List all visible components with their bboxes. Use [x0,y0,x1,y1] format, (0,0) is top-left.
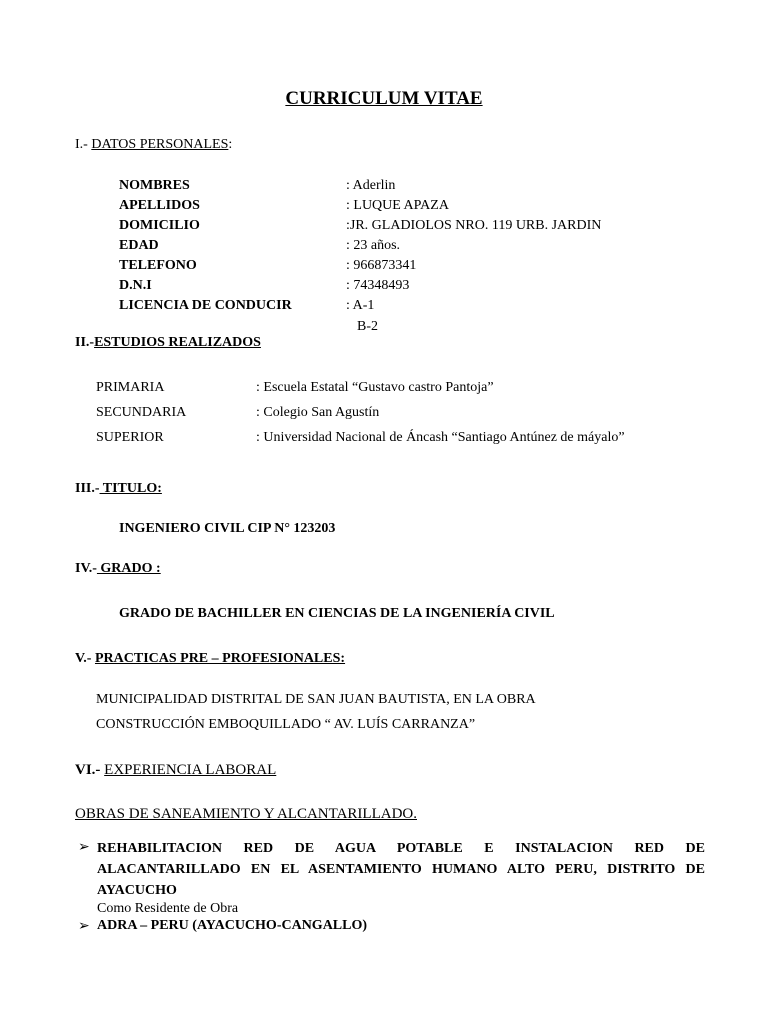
section-heading: TITULO: [99,481,162,496]
section-heading: DATOS PERSONALES [91,137,229,152]
field-value-domicilio: :JR. GLADIOLOS NRO. 119 URB. JARDIN [346,218,602,233]
field-value-nombres: : Aderlin [346,178,396,193]
practices-line-2: CONSTRUCCIÓN EMBOQUILLADO “ AV. LUÍS CARRANZA” [96,717,476,732]
section-experience-heading [75,762,276,779]
section-grade-heading [75,561,161,577]
field-label-apellidos: APELLIDOS [119,198,200,213]
study-label-superior: SUPERIOR [96,430,164,445]
work-item-2-text: ADRA – PERU (AYACUCHO-CANGALLO) [97,918,368,933]
work-item-1-role: Como Residente de Obra [97,901,239,916]
section-number: V.- [75,651,95,666]
field-value-licencia-extra: B-2 [357,319,378,334]
section-personal-heading [75,137,232,153]
section-number: IV.- [75,561,97,576]
works-heading: OBRAS DE SANEAMIENTO Y ALCANTARILLADO. [75,806,417,822]
field-value-edad: : 23 años. [346,238,401,253]
field-label-telefono: TELEFONO [119,258,197,273]
field-value-dni: : 74348493 [346,278,410,293]
section-practices-heading [75,651,345,667]
field-value-telefono: : 966873341 [346,258,417,273]
field-label-dni: D.N.I [119,278,152,293]
section-number: III.- [75,481,100,496]
field-value-apellidos: : LUQUE APAZA [346,198,449,213]
field-value-licencia: : A-1 [346,298,375,313]
field-label-domicilio: DOMICILIO [119,218,200,233]
field-label-nombres: NOMBRES [119,178,190,193]
work-item-1-text: REHABILITACION RED DE AGUA POTABLE E INSTALACION RED DE ALACANTARILLADO EN EL ASENTAMIENTO HUMANO ALTO PERU, DISTRITO DE AYACUCHO [97,841,705,898]
section-studies-heading [75,335,261,351]
field-label-licencia: LICENCIA DE CONDUCIR [119,298,292,313]
study-label-secundaria: SECUNDARIA [96,405,187,420]
section-number: VI.- [75,762,105,778]
study-value-superior: : Universidad Nacional de Áncash “Santiago Antúnez de máyalo” [256,430,625,445]
section-number: I.- [75,137,92,152]
document-title: CURRICULUM VITAE [285,88,483,109]
study-value-primaria: : Escuela Estatal “Gustavo castro Pantoja” [256,380,494,395]
bullet-arrow-icon: ➢ [78,919,90,934]
section-number: II.- [75,335,95,350]
practices-line-1: MUNICIPALIDAD DISTRITAL DE SAN JUAN BAUTISTA, EN LA OBRA [96,692,536,707]
section-title-heading [75,481,162,497]
section-colon: : [228,137,233,152]
bullet-arrow-icon: ➢ [78,840,90,855]
field-label-edad: EDAD [119,238,159,253]
section-heading: PRACTICAS PRE – PROFESIONALES: [94,651,346,666]
section-heading: EXPERIENCIA LABORAL [104,762,277,778]
study-label-primaria: PRIMARIA [96,380,165,395]
study-value-secundaria: : Colegio San Agustín [256,405,380,420]
section-heading: ESTUDIOS REALIZADOS [94,335,261,350]
grade-text: GRADO DE BACHILLER EN CIENCIAS DE LA INGENIERÍA CIVIL [119,606,555,621]
degree-title-text: INGENIERO CIVIL CIP N° 123203 [119,521,336,536]
section-heading: GRADO : [96,561,161,576]
